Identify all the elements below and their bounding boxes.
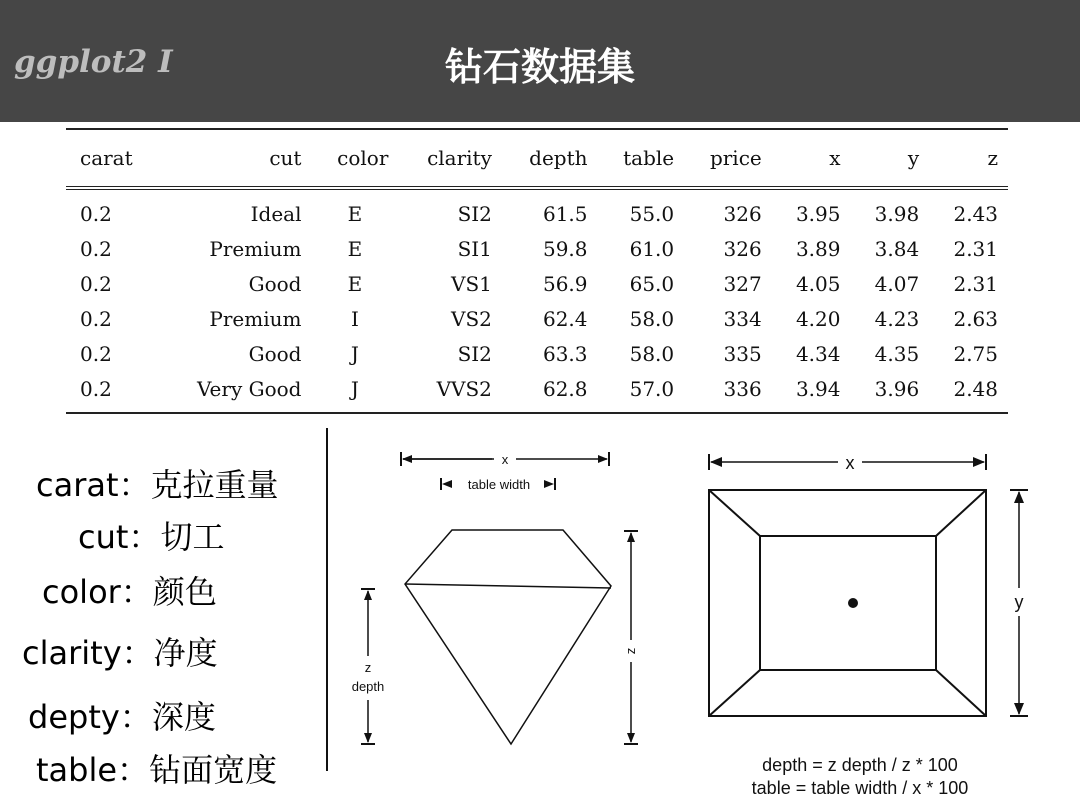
table-cell-y: 3.98 [874, 201, 920, 226]
definition-term: carat [36, 466, 119, 504]
table-cell-price: 327 [723, 271, 762, 296]
table-cell-price: 335 [723, 341, 762, 366]
definition-meaning: 颜色 [152, 573, 217, 611]
definition-separator: ： [118, 466, 151, 504]
definition-separator: ： [128, 518, 161, 556]
table-cell-carat: 0.2 [80, 271, 112, 296]
definition-term: cut [78, 518, 129, 556]
table-cell-x: 3.94 [795, 376, 841, 401]
table-cell-y: 3.96 [874, 376, 920, 401]
column-header-x: x [829, 146, 841, 170]
top-x-dimension [709, 453, 986, 473]
definition-term: table [36, 751, 118, 789]
definition-depth [28, 692, 216, 738]
table-row [66, 336, 1008, 371]
table-cell-x: 4.34 [795, 341, 841, 366]
definition-clarity [22, 628, 218, 674]
table-width-label: table width [467, 477, 531, 492]
top-y-dimension [1010, 490, 1028, 716]
table-cell-z: 2.48 [953, 376, 998, 401]
table-header-row [66, 129, 1008, 188]
table-cell-carat: 0.2 [80, 201, 112, 226]
table-cell-price: 326 [723, 201, 762, 226]
table-formula: table = table width / x * 100 [751, 778, 969, 798]
table-cell-depth: 59.8 [542, 236, 588, 261]
definition-term: clarity [22, 634, 122, 672]
table-cell-color: J [350, 341, 359, 366]
table-row [66, 301, 1008, 336]
table-cell-y: 4.23 [874, 306, 920, 331]
depth-label: depth [351, 679, 385, 694]
depth-dimension [352, 589, 385, 744]
table-cell-cut: Very Good [196, 376, 302, 401]
table-cell-color: E [347, 271, 363, 296]
table-cell-z: 2.31 [953, 271, 998, 296]
table-cell-depth: 56.9 [542, 271, 588, 296]
table-cell-clarity: SI1 [457, 236, 492, 261]
table-cell-z: 2.31 [953, 236, 998, 261]
table-cell-carat: 0.2 [80, 341, 112, 366]
table-cell-table: 61.0 [629, 236, 675, 261]
table-cell-cut: Good [248, 271, 302, 296]
definition-meaning: 克拉重量 [150, 466, 279, 504]
table-cell-y: 3.84 [874, 236, 920, 261]
table-cell-table: 65.0 [629, 271, 675, 296]
table-cell-y: 4.07 [874, 271, 920, 296]
table-cell-table: 57.0 [629, 376, 675, 401]
table-cell-color: E [347, 201, 363, 226]
definition-color [42, 567, 217, 613]
definition-meaning: 净度 [153, 634, 218, 672]
definition-separator: ： [120, 573, 153, 611]
table-cell-x: 3.95 [795, 201, 841, 226]
table-cell-price: 326 [723, 236, 762, 261]
diamond-top-shape [709, 490, 986, 716]
table-body [66, 188, 1008, 413]
table-cell-x: 4.20 [795, 306, 841, 331]
diamonds-table [66, 128, 1008, 414]
table-cell-clarity: VVS2 [436, 376, 492, 401]
depth-z-label: z [364, 660, 372, 675]
definition-meaning: 深度 [151, 698, 216, 736]
table-cell-clarity: SI2 [457, 201, 492, 226]
diamonds-table-container [66, 128, 1008, 414]
side-z-dimension [623, 531, 638, 744]
divider-line [326, 428, 328, 771]
table-cell-table: 58.0 [629, 341, 675, 366]
diamond-diagram [340, 438, 1040, 758]
table-cell-cut: Ideal [250, 201, 302, 226]
formula-block [700, 754, 1020, 800]
table-cell-depth: 62.8 [542, 376, 588, 401]
table-cell-price: 336 [723, 376, 762, 401]
brand-label: ggplot2 I [14, 44, 173, 80]
table-cell-z: 2.63 [953, 306, 998, 331]
header-bar [0, 0, 1080, 122]
center-dot [848, 598, 858, 608]
table-cell-table: 58.0 [629, 306, 675, 331]
diamond-side-shape [405, 530, 611, 744]
page-title: 钻石数据集 [444, 45, 635, 89]
column-header-cut: cut [269, 146, 302, 170]
table-cell-clarity: VS1 [451, 271, 492, 296]
table-row [66, 371, 1008, 413]
column-header-table: table [623, 146, 675, 170]
depth-formula: depth = z depth / z * 100 [762, 755, 958, 775]
table-cell-z: 2.43 [953, 201, 998, 226]
table-cell-color: J [350, 376, 359, 401]
top-x-label: x [845, 453, 855, 473]
table-cell-y: 4.35 [874, 341, 920, 366]
column-header-y: y [907, 146, 920, 170]
table-cell-price: 334 [723, 306, 762, 331]
table-cell-cut: Premium [209, 306, 302, 331]
definition-table [36, 745, 277, 791]
column-header-depth: depth [529, 146, 588, 170]
definition-cut [78, 512, 224, 558]
definition-carat [36, 460, 279, 506]
table-cell-depth: 61.5 [542, 201, 588, 226]
table-cell-depth: 62.4 [542, 306, 588, 331]
column-header-carat: carat [80, 146, 133, 170]
definition-separator: ： [119, 698, 152, 736]
definition-meaning: 切工 [160, 518, 225, 556]
table-cell-table: 55.0 [629, 201, 675, 226]
definition-meaning: 钻面宽度 [149, 751, 278, 789]
column-header-z: z [987, 146, 998, 170]
column-header-color: color [337, 146, 389, 170]
column-header-price: price [709, 146, 762, 170]
table-cell-carat: 0.2 [80, 376, 112, 401]
table-row [66, 188, 1008, 231]
table-cell-clarity: VS2 [451, 306, 492, 331]
definition-term: depty [28, 698, 120, 736]
side-x-dimension [401, 452, 609, 467]
table-cell-x: 3.89 [795, 236, 841, 261]
table-cell-x: 4.05 [795, 271, 841, 296]
table-row [66, 266, 1008, 301]
table-cell-cut: Good [248, 341, 302, 366]
table-cell-depth: 63.3 [542, 341, 588, 366]
table-cell-color: I [350, 306, 359, 331]
side-z-label: z [623, 647, 638, 655]
table-cell-z: 2.75 [953, 341, 998, 366]
definition-separator: ： [117, 751, 150, 789]
table-cell-clarity: SI2 [457, 341, 492, 366]
side-x-label: x [501, 452, 509, 467]
table-cell-cut: Premium [209, 236, 302, 261]
table-row [66, 231, 1008, 266]
top-y-label: y [1014, 592, 1024, 612]
definition-term: color [42, 573, 121, 611]
table-cell-color: E [347, 236, 363, 261]
table-width-dimension [441, 477, 555, 492]
definition-separator: ： [121, 634, 154, 672]
table-cell-carat: 0.2 [80, 236, 112, 261]
column-header-clarity: clarity [427, 146, 492, 170]
table-cell-carat: 0.2 [80, 306, 112, 331]
